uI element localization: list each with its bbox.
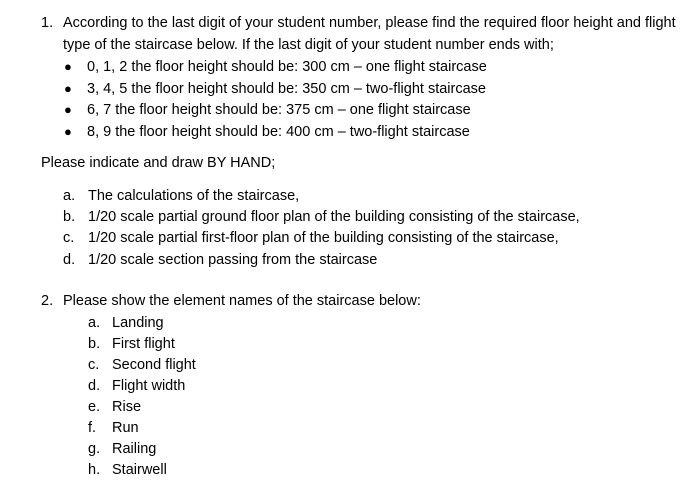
q2-item-h: Stairwell <box>112 462 167 478</box>
q2-item-b: First flight <box>112 336 175 352</box>
bullet-dot: ● <box>64 81 72 96</box>
bullet-dot: ● <box>64 124 72 139</box>
q2-item-e: Rise <box>112 399 142 415</box>
q2-item-f-letter: f. <box>88 420 97 436</box>
q2-item-d-letter: d. <box>88 378 101 394</box>
q1-bullet-1: 0, 1, 2 the floor height should be: 300 cm – one flight staircase <box>87 59 487 75</box>
q1-bullet-4: 8, 9 the floor height should be: 400 cm – two-flight staircase <box>87 124 470 140</box>
q2-number: 2. <box>41 293 54 309</box>
q1-task-c-letter: c. <box>63 230 75 246</box>
q1-text-line1: According to the last digit of your student number, please find the required floor height and flight <box>63 15 676 31</box>
q2-item-f: Run <box>112 420 139 436</box>
q1-task-b: 1/20 scale partial ground floor plan of the building consisting of the staircase, <box>88 209 580 225</box>
q1-task-d: 1/20 scale section passing from the staircase <box>88 252 378 268</box>
q2-item-g: Railing <box>112 441 157 457</box>
q1-instruction: Please indicate and draw BY HAND; <box>41 155 276 171</box>
q1-task-a-letter: a. <box>63 188 76 204</box>
q2-text: Please show the element names of the staircase below: <box>63 293 421 309</box>
q1-number: 1. <box>41 15 54 31</box>
q2-item-b-letter: b. <box>88 336 101 352</box>
q1-bullet-2: 3, 4, 5 the floor height should be: 350 cm – two-flight staircase <box>87 81 486 97</box>
q2-item-c: Second flight <box>112 357 196 373</box>
q2-item-c-letter: c. <box>88 357 100 373</box>
q2-item-a-letter: a. <box>88 315 101 331</box>
q1-task-d-letter: d. <box>63 252 76 268</box>
q2-item-h-letter: h. <box>88 462 101 478</box>
bullet-dot: ● <box>64 59 72 74</box>
q2-item-g-letter: g. <box>88 441 101 457</box>
q1-text-line2: type of the staircase below. If the last digit of your student number ends with; <box>63 37 554 53</box>
q2-item-e-letter: e. <box>88 399 101 415</box>
q2-item-d: Flight width <box>112 378 186 394</box>
q1-bullet-3: 6, 7 the floor height should be: 375 cm – one flight staircase <box>87 102 471 118</box>
q1-task-a: The calculations of the staircase, <box>88 188 300 204</box>
q1-task-b-letter: b. <box>63 209 76 225</box>
bullet-dot: ● <box>64 102 72 117</box>
q1-task-c: 1/20 scale partial first-floor plan of the building consisting of the staircase, <box>88 230 559 246</box>
q2-item-a: Landing <box>112 315 164 331</box>
